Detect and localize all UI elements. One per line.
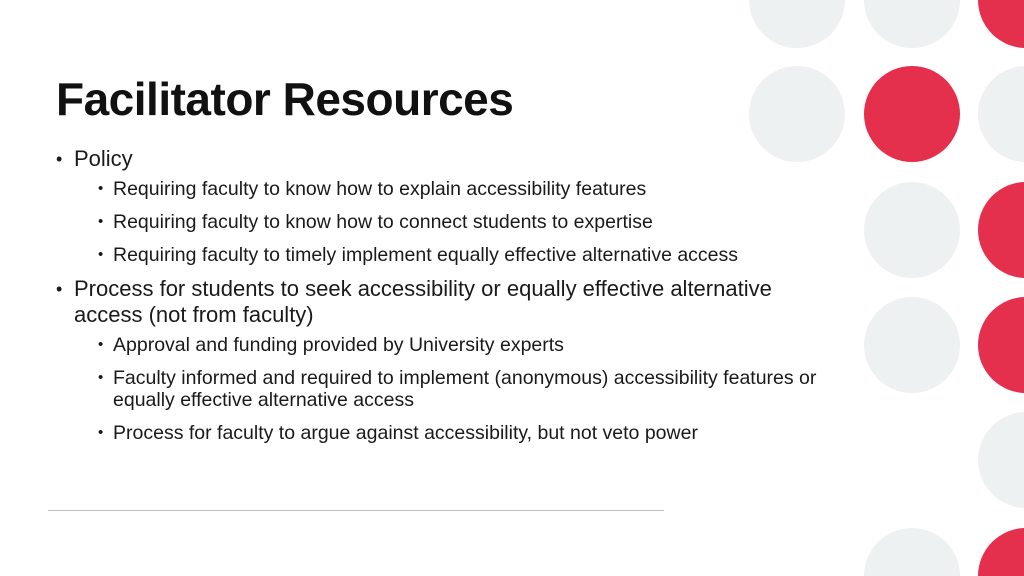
sub-bullet-text: Faculty informed and required to implement (anonymous) accessibility features or equally effective alternative access (113, 367, 817, 411)
sub-bullet-item (74, 367, 833, 411)
bullet-item (56, 146, 816, 266)
decor-circle (864, 66, 960, 162)
decor-circle (978, 66, 1024, 162)
slide-title: Facilitator Resources (56, 73, 514, 125)
sub-bullet-text: Requiring faculty to know how to explain accessibility features (113, 178, 647, 200)
sub-bullet-item (74, 244, 793, 266)
sub-bullet-item (74, 334, 834, 356)
decor-circle (978, 0, 1024, 48)
sub-bullet-text: Process for faculty to argue against accessibility, but not veto power (113, 422, 698, 444)
decor-circle (864, 297, 960, 393)
sub-bullet-text: Requiring faculty to timely implement equally effective alternative access (113, 244, 739, 266)
sub-bullet-item (74, 422, 834, 444)
sub-bullet-text: Approval and funding provided by University experts (113, 334, 564, 356)
bullet-text: Policy (74, 146, 133, 171)
sub-bullet-text: Requiring faculty to know how to connect students to expertise (113, 211, 653, 233)
decor-circle (864, 0, 960, 48)
decor-circle (978, 528, 1024, 576)
decor-circle (978, 297, 1024, 393)
bullet-text: Process for students to seek accessibility or equally effective alternative access (not from faculty) (74, 276, 772, 327)
decor-circle (978, 182, 1024, 278)
sub-bullet-item (74, 178, 816, 200)
decor-circle (864, 528, 960, 576)
bullet-item (56, 276, 817, 444)
decor-circle (864, 182, 960, 278)
decor-circle (978, 412, 1024, 508)
decor-circle (749, 0, 845, 48)
sub-bullet-item (74, 211, 816, 233)
bullet-list (56, 140, 816, 444)
footer-divider (48, 510, 664, 511)
